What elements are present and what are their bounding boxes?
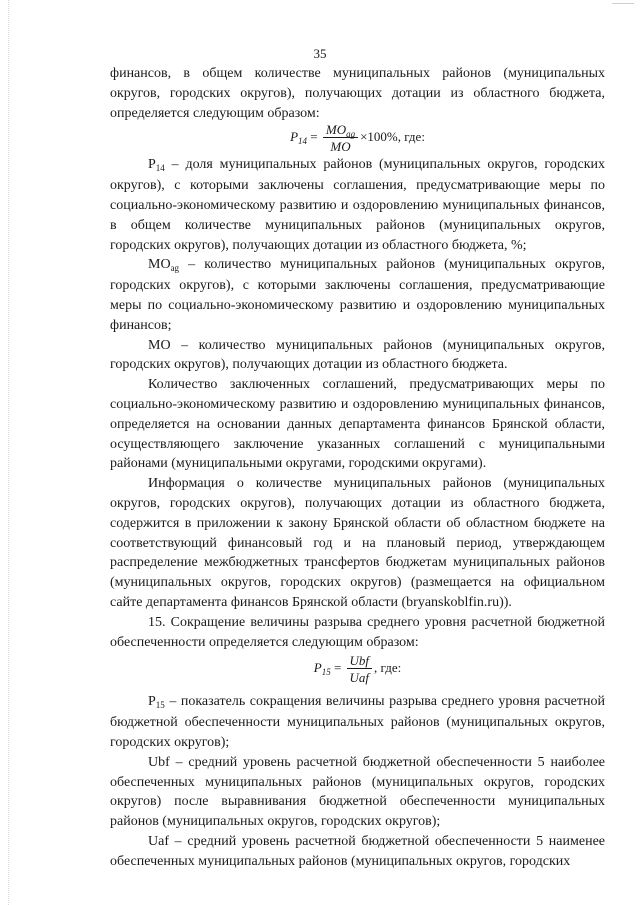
formula-lhs: $P_{14}$ [290, 129, 308, 147]
formula-p15: $P_{15}$ = $\frac{\text{Ubf}}{\text{Uaf}}$ , где: [313, 653, 402, 686]
formula-fraction [347, 654, 373, 684]
formula-suffix: , где: [374, 660, 402, 676]
formula-lhs: $P_{15}$ [313, 660, 331, 678]
paragraph-intro: финансов, в общем количестве муниципальных районов (муниципальных округов, городских округов), получающих дотации из областного бюджета, определяется следующим образом: [110, 66, 605, 121]
definition-ubf: Ubf – средний уровень расчетной бюджетной обеспеченности 5 наиболее обеспеченных муниципальных районов (муниципальных округов, городских округов) после выравнивания бюджетной обеспеченности муниципальных районов (муниципальных округов, городских округов); [110, 754, 605, 830]
formula-numerator: Ubf [347, 654, 373, 669]
paragraph-item-15: 15. Сокращение величины разрыва среднего уровня расчетной бюджетной обеспеченности определяется следующим образом: [110, 614, 605, 650]
definition-uaf: Uaf – средний уровень расчетной бюджетной обеспеченности 5 наименее обеспеченных муниципальных районов (муниципальных округов, городских [110, 833, 605, 869]
paragraph-information: Информация о количестве муниципальных районов (муниципальных округов, городских округов), получающих дотации из областного бюджета, содержится в приложении к закону Брянской области об областном бюджете на соответствующий финансовый год и на плановый период, утверждающем распределение межбюджетных трансфертов бюджетам муниципальных районов (муниципальных округов, городских округов) (размещается на официальном сайте департамента финансов Брянской области (bryanskoblfin.ru)). [110, 476, 605, 610]
definition-p14: $Р_{14}$ – доля муниципальных районов (муниципальных округов, городских округов), с которыми заключены соглашения, предусматривающие меры по социально-экономическому развитию и оздоровлению муниципальных финансов, в общем количестве муниципальных районов (муниципальных округов, городских округов), получающих дотации из областного бюджета, %; [110, 157, 605, 253]
formula-numerator: $MO_{ag}$ [323, 123, 358, 138]
formula-p14: $P_{14}$ = $\frac{MO_{ag}}{MO}$ ×100%, где: [290, 122, 425, 155]
definition-p15: $Р_{15}$ – показатель сокращения величины разрыва среднего уровня расчетной бюджетной обеспеченности муниципальных районов (муниципальных округов, городских округов); [110, 694, 605, 750]
binding-margin [8, 0, 15, 905]
formula-denominator: Uaf [349, 670, 370, 686]
formula-denominator: MO [330, 139, 351, 155]
body-text [110, 64, 605, 871]
paragraph-agreements-count: Количество заключенных соглашений, предусматривающих меры по социально-экономическому развитию и оздоровлению муниципальных финансов, определяется на основании данных департамента финансов Брянской области, осуществляющего заключение указанных соглашений с муниципальными районами (муниципальными округами, городскими округами). [110, 377, 605, 472]
page-number: 35 [313, 46, 327, 61]
formula-suffix: , где: [397, 129, 425, 145]
definition-mo: МО – количество муниципальных районов (муниципальных округов, городских округов), получающих дотации из областного бюджета. [110, 337, 605, 373]
scan-mark [612, 3, 634, 5]
formula-fraction [323, 123, 358, 153]
definition-moag: $МО_{ag}$ – количество муниципальных районов (муниципальных округов, городских округов), с которыми заключены соглашения, предусматривающие меры по социально-экономическому развитию и оздоровлению муниципальных финансов; [110, 257, 605, 333]
formula-multiplier: ×100% [360, 129, 398, 145]
